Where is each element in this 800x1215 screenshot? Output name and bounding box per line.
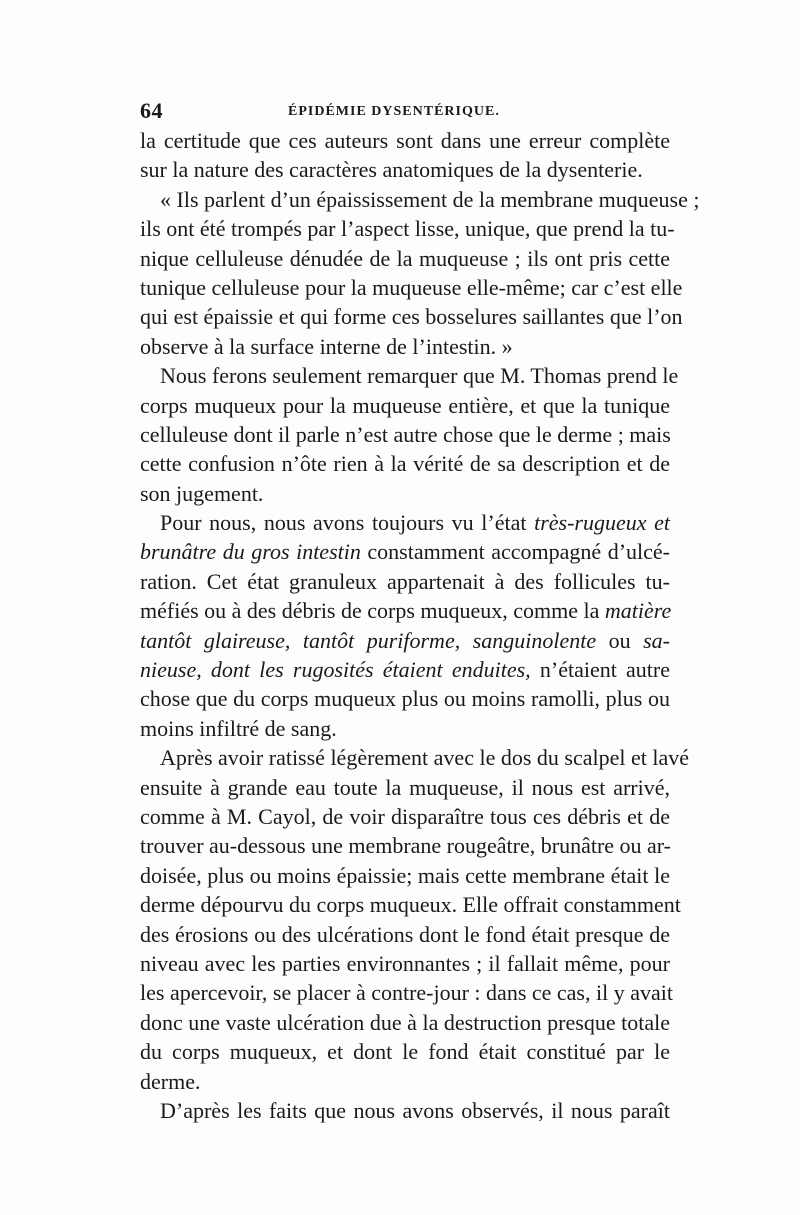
text-line — [140, 831, 670, 860]
text-line — [140, 743, 689, 772]
text-segment: trouver au-dessous une membrane rougeâtre, brunâtre ou ar- — [140, 833, 672, 859]
text-line — [140, 920, 670, 949]
text-line — [140, 332, 670, 361]
text-segment: son jugement. — [140, 480, 264, 506]
text-segment: chose que du corps muqueux plus ou moins ramolli, plus ou — [140, 686, 670, 712]
page-header — [140, 98, 668, 126]
text-line — [140, 978, 673, 1007]
text-line — [140, 479, 670, 508]
text-segment: ou — [596, 627, 644, 653]
text-line — [140, 949, 670, 978]
text-line — [140, 890, 681, 919]
text-line — [140, 1008, 670, 1037]
text-segment: moins infiltré de sang. — [140, 715, 337, 741]
text-line — [140, 420, 670, 449]
text-line — [140, 537, 670, 566]
text-line — [140, 126, 670, 155]
italic-text-segment: matière — [604, 598, 672, 624]
text-segment: constamment accompagné d’ulcé- — [360, 539, 670, 565]
text-segment: du corps muqueux, et dont le fond était constitué par le — [140, 1039, 670, 1065]
text-segment: cette confusion n’ôte rien à la vérité de sa description et de — [140, 451, 670, 477]
text-line — [140, 273, 683, 302]
text-line — [140, 449, 670, 478]
text-line — [140, 155, 670, 184]
text-segment: doisée, plus ou moins épaissie; mais cette membrane était le — [140, 862, 670, 888]
text-segment: Nous ferons seulement remarquer que M. Thomas prend le — [160, 363, 679, 389]
text-segment: derme dépourvu du corps muqueux. Elle offrait constamment — [140, 892, 681, 918]
text-segment: « Ils parlent d’un épaississement de la membrane muqueuse ; — [160, 186, 700, 212]
text-line — [140, 802, 670, 831]
text-line — [140, 655, 670, 684]
text-line — [140, 1037, 670, 1066]
italic-text-segment: sa- — [643, 627, 670, 653]
italic-text-segment: tantôt glaireuse, tantôt puriforme, sanguinolente — [140, 627, 597, 653]
text-line — [140, 361, 679, 390]
running-head: ÉPIDÉMIE DYSENTÉRIQUE. — [288, 104, 500, 119]
text-line — [140, 684, 670, 713]
text-line — [140, 244, 670, 273]
italic-text-segment: nieuse, dont les rugosités étaient enduites, — [140, 657, 531, 683]
text-segment: sur la nature des caractères anatomiques de la dysenterie. — [140, 157, 643, 183]
text-line — [140, 508, 670, 537]
text-line — [140, 861, 670, 890]
text-line — [140, 1067, 670, 1096]
text-segment: tunique celluleuse pour la muqueuse elle-même; car c’est elle — [140, 274, 683, 300]
text-segment: comme à M. Cayol, de voir disparaître tous ces débris et de — [140, 803, 670, 829]
text-line — [140, 773, 670, 802]
text-segment: D’après les faits que nous avons observés, il nous paraît — [160, 1097, 670, 1123]
text-segment: ration. Cet état granuleux appartenait à des follicules tu- — [140, 568, 670, 594]
text-segment: Pour nous, nous avons toujours vu l’état — [160, 510, 535, 536]
page-number: 64 — [140, 98, 163, 123]
text-line — [140, 567, 670, 596]
text-line — [140, 391, 670, 420]
text-segment: n’étaient autre — [530, 657, 670, 683]
text-segment: derme. — [140, 1068, 201, 1094]
text-segment: ensuite à grande eau toute la muqueuse, il nous est arrivé, — [140, 774, 670, 800]
text-line — [140, 214, 675, 243]
text-line — [140, 626, 670, 655]
text-segment: niveau avec les parties environnantes ; il fallait même, pour — [140, 950, 670, 976]
text-line — [140, 714, 670, 743]
text-segment: donc une vaste ulcération due à la destruction presque totale — [140, 1009, 670, 1035]
text-segment: corps muqueux pour la muqueuse entière, et que la tunique — [140, 392, 670, 418]
text-segment: Après avoir ratissé légèrement avec le dos du scalpel et lavé — [160, 745, 689, 771]
italic-text-segment: très-rugueux et — [534, 510, 670, 536]
body-text — [140, 126, 700, 1125]
text-segment: la certitude que ces auteurs sont dans une erreur complète — [140, 128, 670, 153]
text-segment: observe à la surface interne de l’intestin. » — [140, 333, 513, 359]
text-segment: les apercevoir, se placer à contre-jour : dans ce cas, il y avait — [140, 980, 673, 1006]
text-segment: des érosions ou des ulcérations dont le fond était presque de — [140, 921, 670, 947]
text-segment: celluleuse dont il parle n’est autre chose que le derme ; mais — [140, 421, 671, 447]
text-segment: nique celluleuse dénudée de la muqueuse ; ils ont pris cette — [140, 245, 670, 271]
italic-text-segment: brunâtre du gros intestin — [140, 539, 361, 565]
text-line — [140, 302, 683, 331]
text-line — [140, 596, 670, 625]
text-line — [140, 185, 700, 214]
text-segment: ils ont été trompés par l’aspect lisse, unique, que prend la tu- — [140, 216, 675, 242]
text-line — [140, 1096, 670, 1125]
text-segment: qui est épaissie et qui forme ces bosselures saillantes que l’on — [140, 304, 683, 330]
text-segment: méfiés ou à des débris de corps muqueux, comme la — [140, 598, 605, 624]
